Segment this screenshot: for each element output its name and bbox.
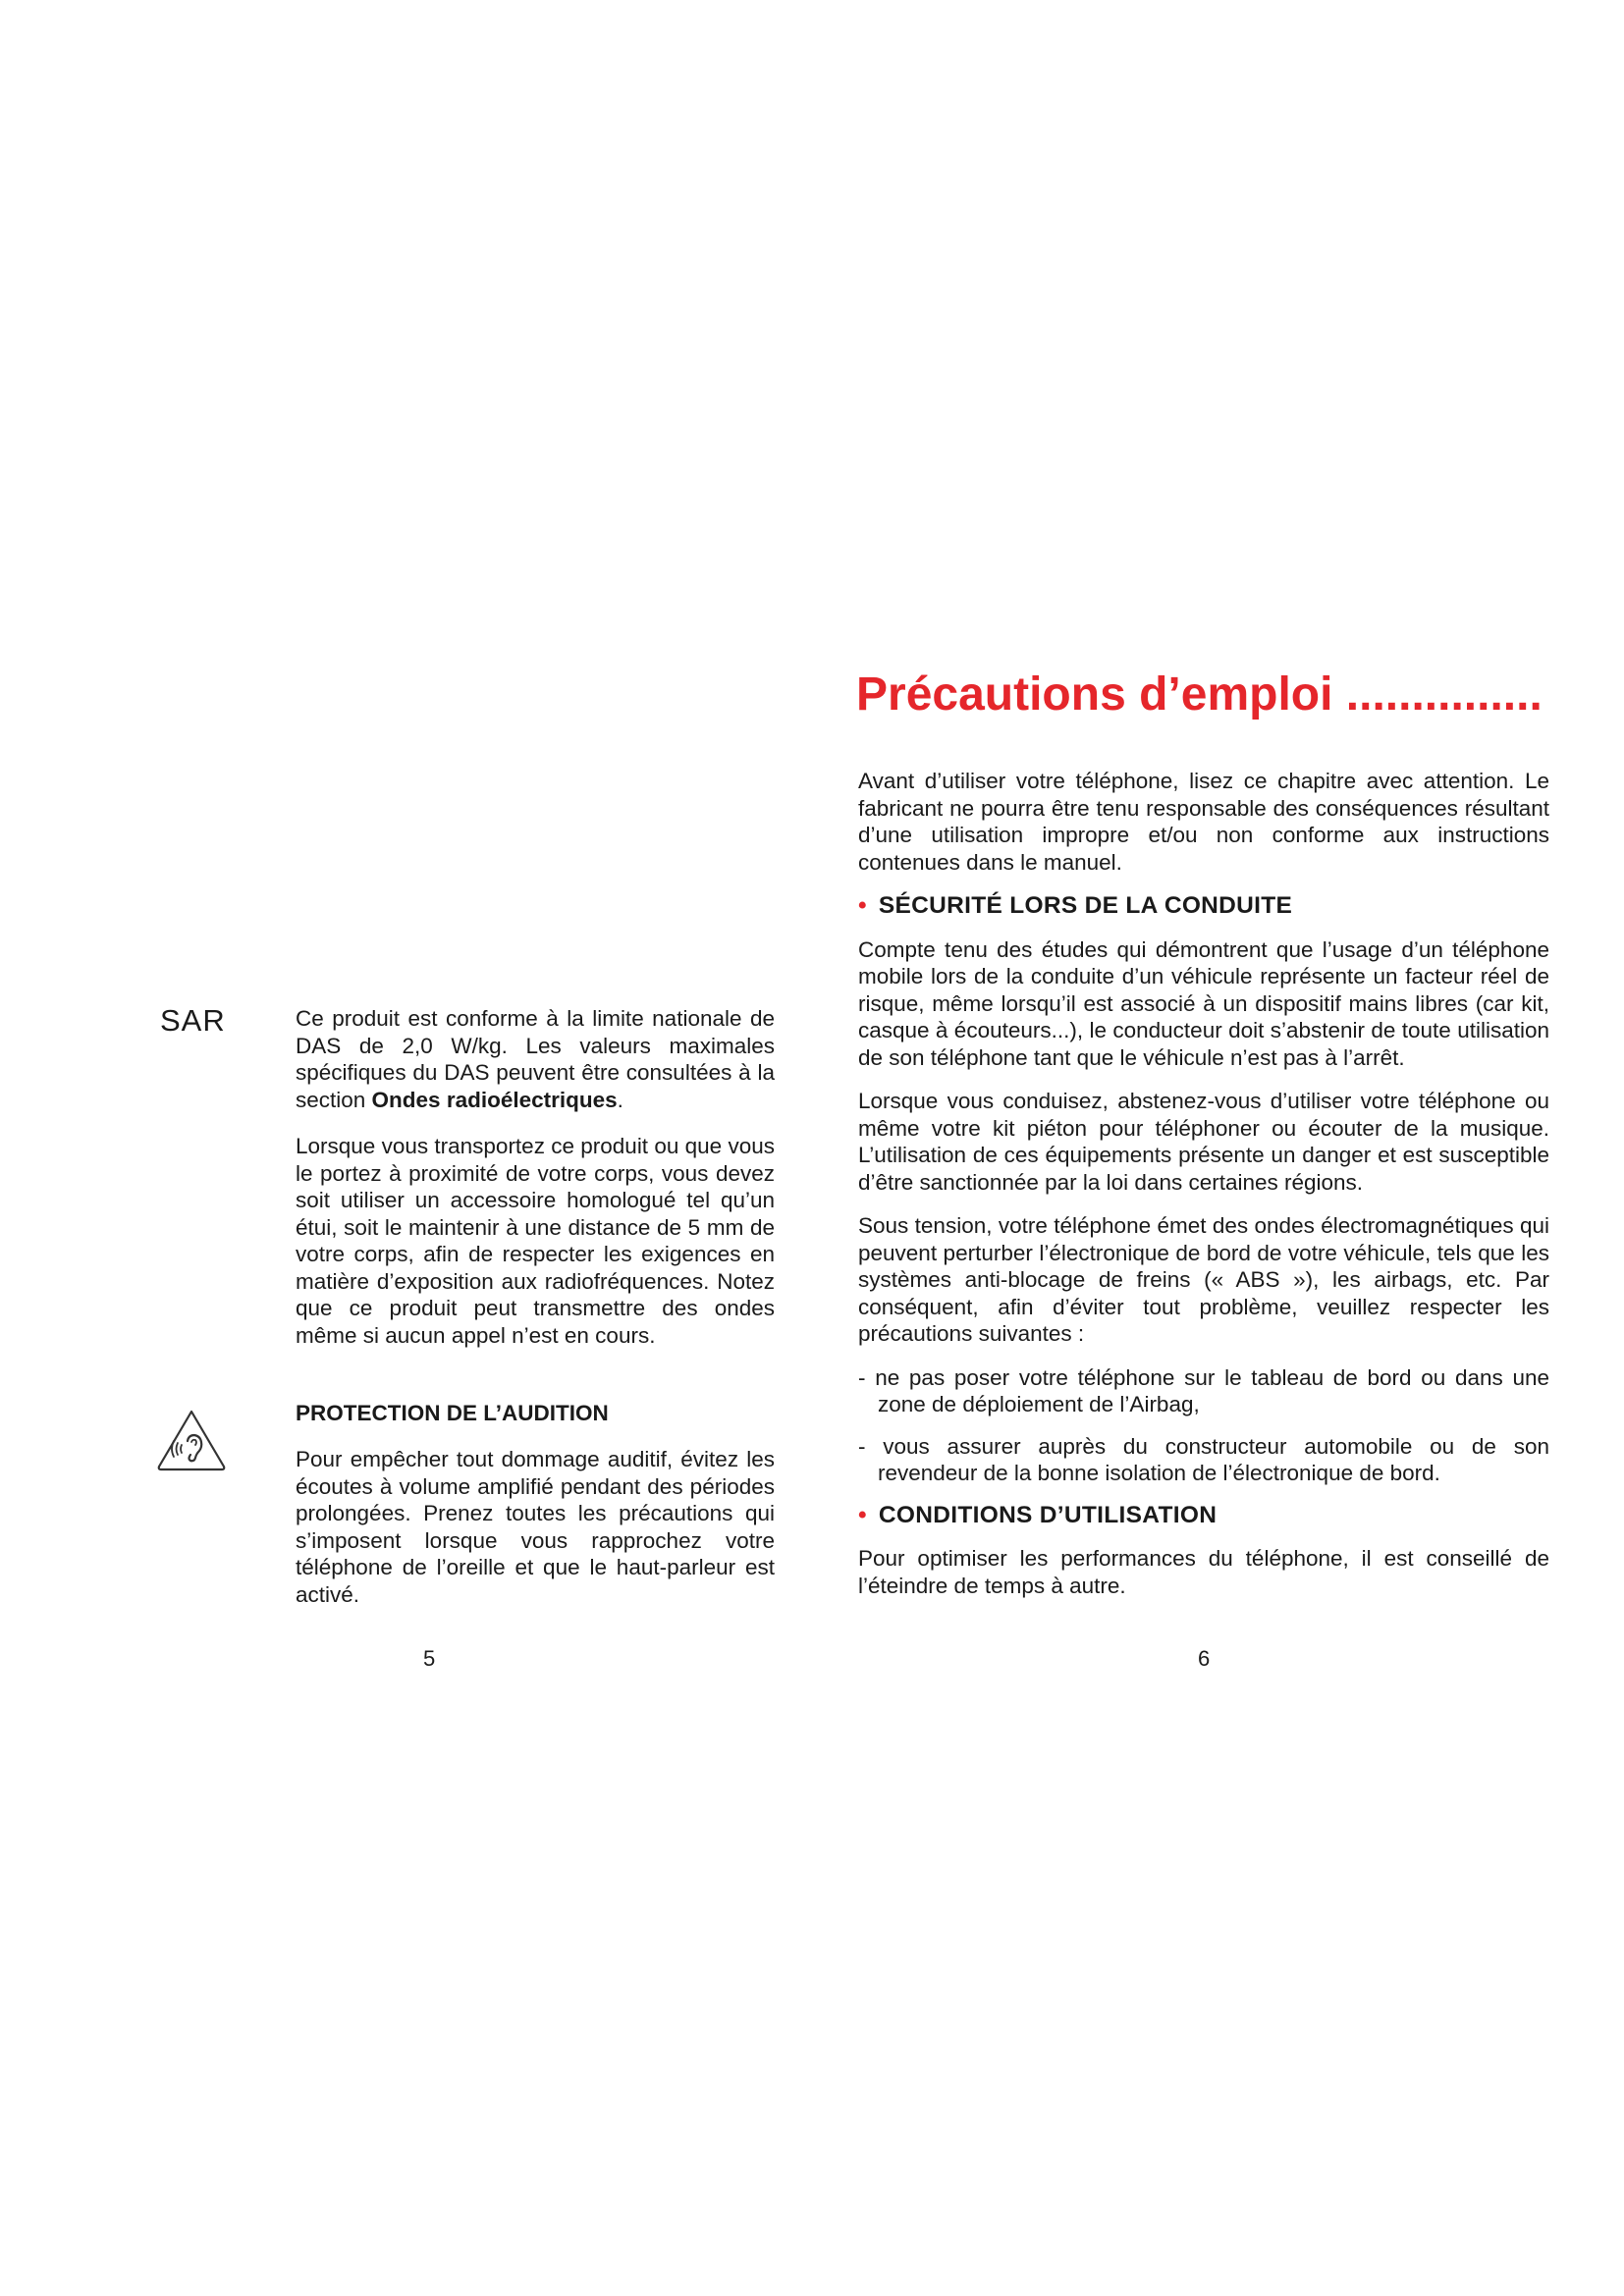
hearing-protection-icon [155,1408,228,1472]
sar-paragraph-1: Ce produit est conforme à la limite nationale de DAS de 2,0 W/kg. Les valeurs maximales spécifiques du DAS peuvent être consultées à la section Ondes radioélectriques. [296,1006,775,1112]
driving-paragraph-1: Compte tenu des études qui démontrent que l’usage d’un téléphone mobile lors de la conduite d’un véhicule représente un facteur réel de risque, même lorsqu’il est associé à un dispositif mains libres (car kit, casque à écouteurs...), le conducteur doit s’abstenir de toute utilisation de son téléphone tant que le véhicule n’est pas à l’arrêt. [858,936,1549,1070]
precautions-section [858,768,1549,1616]
driving-paragraph-2: Lorsque vous conduisez, abstenez-vous d’utiliser votre téléphone ou même votre kit piéton pour téléphoner ou écouter de la musique. L’utilisation de ces équipements présente un danger et est susceptible d’être sanctionnée par la loi dans certaines régions. [858,1089,1549,1195]
sar-section [296,1005,775,1368]
list-item: - vous assurer auprès du constructeur automobile ou de son revendeur de la bonne isolation de l’électronique de bord. [858,1433,1549,1485]
sar-link-ondes: Ondes radioélectriques [371,1087,618,1112]
bullet-icon: • [858,1501,867,1528]
page-number-left: 5 [423,1646,436,1671]
hearing-protection-title: PROTECTION DE L’AUDITION [296,1401,609,1425]
sar-paragraph-2: Lorsque vous transportez ce produit ou que vous le portez à proximité de votre corps, vous devez soit utiliser un accessoire homologué tel qu’un étui, soit le maintenir à une distance de 5 mm de votre corps, afin de respecter les exigences en matière d’exposition aux radiofréquences. Notez que ce produit peut transmettre des ondes même si aucun appel n’est en cours. [296,1134,775,1348]
driving-paragraph-3: Sous tension, votre téléphone émet des ondes électromagnétiques qui peuvent perturber l’électronique de bord de votre véhicule, tels que les systèmes anti-blocage de freins (« ABS »), les airbags, etc. Par conséquent, afin d’éviter tout problème, veuillez respecter les précautions suivantes : [858,1213,1549,1346]
conditions-paragraph-1: Pour optimiser les performances du téléphone, il est conseillé de l’éteindre de temps à autre. [858,1546,1549,1598]
intro-paragraph: Avant d’utiliser votre téléphone, lisez ce chapitre avec attention. Le fabricant ne pourra être tenu responsable des conséquences résultant d’une utilisation impropre et/ou non conforme aux instructions contenues dans le manuel. [858,769,1549,875]
hearing-protection-text: Pour empêcher tout dommage auditif, évitez les écoutes à volume amplifié pendant des périodes prolongées. Prenez toutes les précautions qui s’imposent lorsque vous rapprochez votre téléphone de l’oreille et que le haut-parleur est activé. [296,1447,775,1607]
page-number-right: 6 [1198,1646,1211,1671]
section-heading-driving: • SÉCURITÉ LORS DE LA CONDUITE [858,892,1293,919]
sar-label: SAR [160,1003,226,1038]
section-heading-conditions: • CONDITIONS D’UTILISATION [858,1501,1218,1528]
page-title: Précautions d’emploi ............... [856,668,1543,721]
list-item: - ne pas poser votre téléphone sur le tableau de bord ou dans une zone de déploiement de l’Airbag, [858,1364,1549,1416]
bullet-icon: • [858,892,867,919]
